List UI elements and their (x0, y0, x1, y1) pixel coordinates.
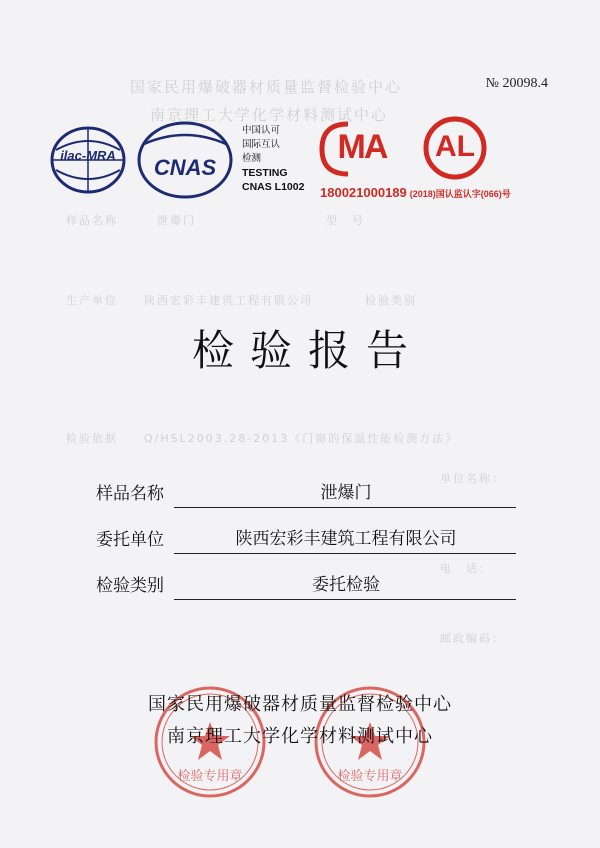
cma-text: MA (337, 128, 387, 166)
seal-label: 检验专用章 (337, 769, 403, 784)
cnas-info-line: TESTING (242, 167, 288, 179)
cnas-text: CNAS (153, 155, 217, 180)
cma-certificate-number: 180021000189 (320, 185, 407, 200)
cnas-info-line: 检测 (242, 153, 262, 164)
accreditation-logos (48, 120, 558, 200)
cnas-info-line: 国际互认 (242, 139, 281, 150)
cnas-info-block (242, 124, 304, 194)
ilac-mra-text: ilac-MRA (60, 148, 116, 163)
issuer-name-1: 国家民用爆破器材质量监督检验中心 (148, 694, 452, 715)
underline (174, 599, 516, 600)
bleed-through-text: 样品名称 泄爆门 型 号 (66, 214, 365, 227)
inspection-type-label: 检验类别 (96, 576, 164, 596)
inspection-type-field (96, 570, 516, 600)
seal-label: 检验专用章 (177, 769, 243, 784)
cnas-accreditation-number: CNAS L1002 (242, 181, 305, 193)
sample-name-label: 样品名称 (96, 484, 164, 504)
client-value: 陕西宏彩丰建筑工程有限公司 (235, 529, 457, 549)
cma-certificate-line (320, 184, 511, 202)
report-title: 检验报告 (191, 326, 424, 375)
bleed-through-text: 检验依据 Q/HSL2003.28-2013《门窗的保温性能检测方法》 (66, 432, 459, 445)
report-serial-number: № 20098.4 (485, 76, 548, 91)
underline (174, 553, 516, 554)
bleed-through-text: 生产单位 陕西宏彩丰建筑工程有限公司 检验类别 (66, 294, 417, 307)
bleed-through-text: 国家民用爆破器材质量监督检验中心 (130, 78, 403, 96)
bleed-through-text: 电 话： (440, 562, 492, 575)
sample-name-value: 泄爆门 (320, 483, 372, 503)
bleed-through-text: 南京理工大学化学材料测试中心 (150, 106, 389, 124)
inspection-type-value: 委托检验 (312, 575, 380, 595)
cma-certificate-suffix: (2018)国认监认字(066)号 (409, 189, 511, 199)
client-field (96, 524, 516, 554)
bleed-through-text: 邮政编码： (440, 632, 505, 645)
cnas-info-line: 中国认可 (242, 125, 281, 136)
sample-name-field (96, 478, 516, 508)
bleed-through-text: 单位名称： (440, 472, 505, 485)
cal-text: AL (435, 130, 475, 163)
client-label: 委托单位 (96, 530, 164, 550)
underline (174, 507, 516, 508)
issuer-name-2: 南京理工大学化学材料测试中心 (167, 726, 433, 747)
